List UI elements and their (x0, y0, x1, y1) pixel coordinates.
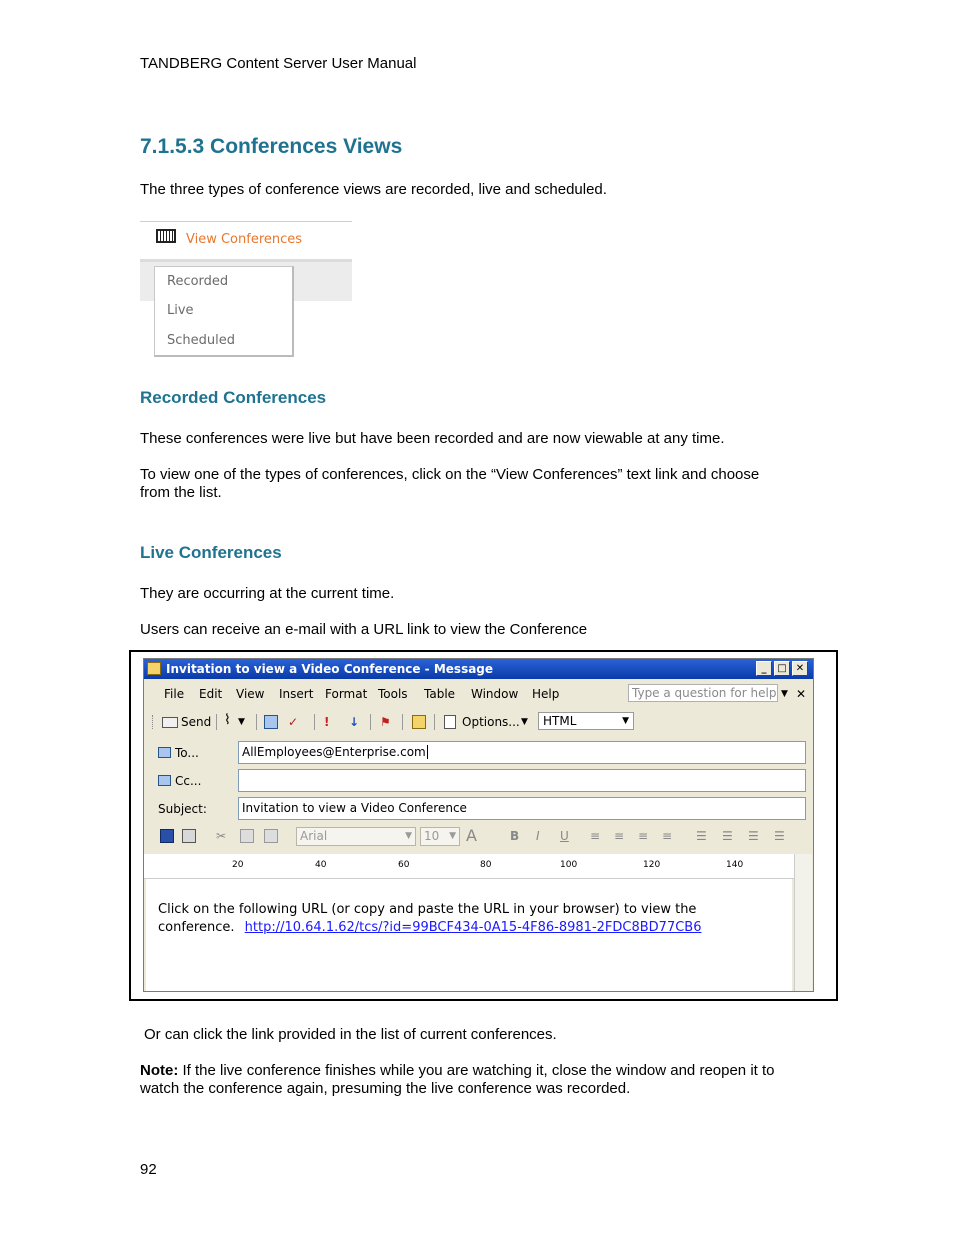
copy-icon[interactable] (240, 829, 254, 843)
font-color-icon[interactable]: A (466, 826, 477, 845)
text-cursor (427, 745, 428, 759)
email-window (143, 658, 814, 992)
justify-icon[interactable]: ≡ (662, 829, 673, 843)
bold-icon[interactable]: B (510, 829, 520, 843)
message-format-select[interactable] (538, 712, 634, 730)
to-field[interactable] (238, 741, 806, 764)
font-name-select[interactable] (296, 827, 416, 846)
divider (314, 714, 315, 730)
open-folder-icon[interactable] (412, 715, 426, 729)
align-right-icon[interactable]: ≡ (638, 829, 649, 843)
menu-edit[interactable]: Edit (199, 687, 223, 701)
divider (256, 714, 257, 730)
chevron-down-icon: ▼ (405, 831, 412, 841)
attach-dropdown-icon[interactable]: ▼ (238, 717, 245, 727)
ruler-mark: 40 (315, 860, 327, 870)
send-button[interactable]: Send (181, 715, 212, 729)
conference-type-dropdown (154, 266, 294, 357)
email-paragraph: Users can receive an e-mail with a URL link to view the Conference (140, 621, 588, 638)
check-names-icon[interactable]: ✓ (288, 715, 299, 729)
ruler-mark: 120 (643, 860, 661, 870)
note-label: Note: (140, 1062, 179, 1079)
running-header: TANDBERG Content Server User Manual (140, 55, 417, 72)
standard-toolbar (144, 709, 813, 735)
increase-indent-icon[interactable]: ☰ (774, 829, 785, 843)
recorded-paragraph: These conferences were live but have been recorded and are now viewable at any time. (140, 430, 725, 447)
ruler (144, 854, 798, 879)
envelope-icon (147, 662, 161, 675)
cut-icon[interactable]: ✂ (216, 829, 227, 843)
title-bar (144, 659, 813, 679)
to-button[interactable] (158, 746, 199, 760)
address-book-icon (158, 775, 171, 786)
ruler-mark: 100 (560, 860, 578, 870)
vertical-scrollbar[interactable] (794, 854, 812, 992)
font-size-select[interactable] (420, 827, 460, 846)
flag-icon[interactable]: ⚑ (380, 715, 391, 729)
formatting-toolbar (144, 823, 813, 850)
menu-file[interactable]: File (164, 687, 185, 701)
low-importance-icon[interactable]: ↓ (349, 715, 360, 729)
note-line-2: watch the conference again, presuming the live conference was recorded. (140, 1080, 631, 1097)
subject-field[interactable]: Invitation to view a Video Conference (238, 797, 806, 820)
underline-icon[interactable]: U (560, 829, 569, 843)
window-title: Invitation to view a Video Conference - Message (166, 662, 494, 676)
page-number: 92 (140, 1161, 157, 1178)
options-button[interactable]: Options... (462, 715, 520, 729)
menu-window[interactable]: Window (471, 687, 519, 701)
options-icon (444, 715, 456, 729)
ruler-mark: 80 (480, 860, 492, 870)
instructions-line-1: To view one of the types of conferences, click on the “View Conferences” text link and choose (140, 466, 760, 483)
cc-field[interactable] (238, 769, 806, 792)
high-importance-icon[interactable]: ! (324, 715, 330, 729)
view-conferences-link[interactable]: View Conferences (186, 232, 303, 247)
italic-icon[interactable]: I (536, 829, 540, 843)
menu-view[interactable]: View (236, 687, 265, 701)
chevron-down-icon: ▼ (622, 716, 629, 726)
message-body[interactable] (146, 879, 792, 991)
body-line-2 (158, 919, 701, 937)
menu-help[interactable]: Help (532, 687, 560, 701)
menu-bar (144, 681, 813, 707)
subject-label: Subject: (158, 802, 207, 816)
align-center-icon[interactable]: ≡ (614, 829, 625, 843)
body-line-2-prefix: conference. (158, 920, 235, 935)
close-button[interactable]: ✕ (792, 661, 808, 676)
menu-tools[interactable]: Tools (378, 687, 408, 701)
minimize-button[interactable]: _ (756, 661, 772, 676)
section-title: 7.1.5.3 Conferences Views (140, 135, 403, 158)
divider (434, 714, 435, 730)
view-conferences-figure (140, 221, 352, 361)
divider (216, 714, 217, 730)
message-format-value: HTML (543, 714, 577, 728)
address-book-icon[interactable] (264, 715, 278, 729)
maximize-button[interactable]: □ (774, 661, 790, 676)
conference-url-link[interactable]: http://10.64.1.62/tcs/?id=99BCF434-0A15-4F86-8981-2FDC8BD77CB6 (244, 920, 702, 935)
numbered-list-icon[interactable]: ☰ (696, 829, 707, 843)
divider (370, 714, 371, 730)
menu-item-recorded[interactable]: Recorded (167, 274, 229, 289)
note-line-1 (140, 1062, 775, 1080)
attach-icon[interactable]: ⌇ (224, 712, 231, 728)
grip-icon (152, 715, 156, 729)
menu-table[interactable]: Table (424, 687, 456, 701)
decrease-indent-icon[interactable]: ☰ (748, 829, 759, 843)
live-heading: Live Conferences (140, 543, 282, 562)
bulleted-list-icon[interactable]: ☰ (722, 829, 733, 843)
font-name-value: Arial (300, 829, 328, 843)
live-paragraph: They are occurring at the current time. (140, 585, 395, 602)
ruler-mark: 20 (232, 860, 244, 870)
after-paragraph: Or can click the link provided in the list of current conferences. (144, 1026, 557, 1043)
body-line-1: Click on the following URL (or copy and paste the URL in your browser) to view the (158, 902, 697, 917)
align-left-icon[interactable]: ≡ (590, 829, 601, 843)
instructions-line-2: from the list. (140, 484, 222, 501)
email-screenshot-frame (129, 650, 838, 1001)
ruler-mark: 60 (398, 860, 410, 870)
intro-paragraph: The three types of conference views are recorded, live and scheduled. (140, 181, 607, 198)
note-text: If the live conference finishes while you are watching it, close the window and reopen it to (178, 1062, 775, 1079)
menu-insert[interactable]: Insert (279, 687, 314, 701)
paste-icon[interactable] (264, 829, 278, 843)
help-search-input[interactable]: Type a question for help (628, 684, 778, 702)
options-dropdown-icon[interactable]: ▼ (521, 717, 528, 727)
save-icon[interactable] (160, 829, 174, 843)
divider (140, 221, 352, 222)
to-value: AllEmployees@Enterprise.com (242, 745, 426, 759)
divider (402, 714, 403, 730)
address-book-icon (158, 747, 171, 758)
menu-item-live[interactable]: Live (167, 303, 194, 318)
cc-label: Cc... (175, 774, 202, 788)
film-icon (156, 229, 176, 243)
chevron-down-icon: ▼ (449, 831, 456, 841)
close-doc-icon[interactable]: ✕ (796, 687, 807, 701)
to-label: To... (175, 746, 199, 760)
send-envelope-icon (162, 717, 178, 728)
help-dropdown-arrow-icon[interactable]: ▼ (781, 689, 788, 699)
font-size-value: 10 (424, 829, 440, 843)
print-icon[interactable] (182, 829, 196, 843)
menu-item-scheduled[interactable]: Scheduled (167, 333, 235, 348)
menu-format[interactable]: Format (325, 687, 368, 701)
recorded-heading: Recorded Conferences (140, 388, 327, 407)
cc-button[interactable] (158, 774, 201, 788)
ruler-mark: 140 (726, 860, 744, 870)
